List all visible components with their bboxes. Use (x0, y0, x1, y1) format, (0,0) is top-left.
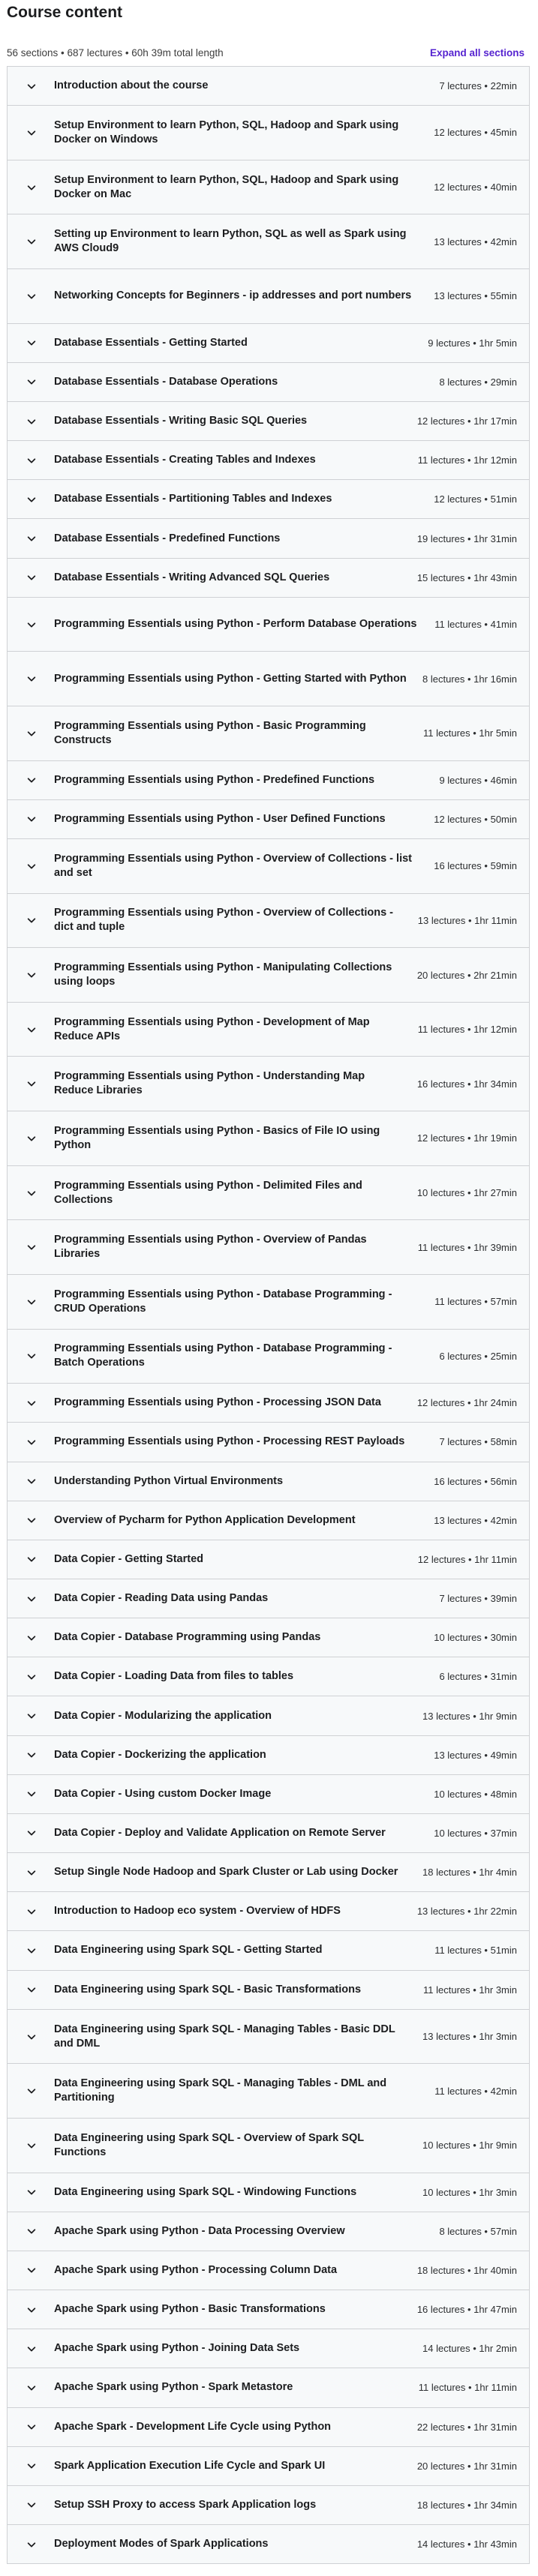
section-header[interactable] (8, 2290, 529, 2329)
section-meta: 11 lectures • 1hr 39min (417, 1241, 517, 1253)
section-title: Spark Application Execution Life Cycle and Spark UI (54, 2459, 326, 2472)
section-meta: 13 lectures • 49min (434, 1749, 517, 1761)
section-title: Programming Essentials using Python - Overview of Pandas Libraries (54, 1234, 367, 1261)
section-title: Database Essentials - Partitioning Tables and Indexes (54, 493, 332, 505)
section-title: Programming Essentials using Python - Overview of Collections - dict and tuple (54, 907, 394, 934)
section-header[interactable] (8, 1971, 529, 2010)
section-meta: 13 lectures • 1hr 3min (422, 2031, 517, 2042)
section-header[interactable] (8, 2447, 529, 2486)
section-meta: 6 lectures • 31min (439, 1671, 517, 1683)
section-meta: 13 lectures • 42min (434, 1514, 517, 1526)
section-header[interactable] (8, 839, 529, 894)
section-title: Programming Essentials using Python - Perform Database Operations (54, 618, 417, 631)
section-meta: 12 lectures • 40min (434, 181, 517, 193)
expand-all-button[interactable]: Expand all sections (429, 46, 524, 58)
section-meta: 12 lectures • 1hr 19min (416, 1132, 517, 1144)
section-meta: 15 lectures • 1hr 43min (416, 571, 517, 583)
section-header[interactable] (8, 1501, 529, 1540)
chevron-down-icon (26, 181, 38, 193)
section-title: Setup Single Node Hadoop and Spark Cluster or Lab using Docker (54, 1866, 398, 1879)
chevron-down-icon (26, 1710, 38, 1722)
section-title: Data Copier - Dockerizing the application (54, 1748, 266, 1761)
section-meta: 10 lectures • 1hr 3min (422, 2186, 517, 2198)
section-meta: 11 lectures • 51min (434, 1945, 517, 1957)
chevron-down-icon (26, 1397, 38, 1409)
section-header[interactable] (8, 1775, 529, 1814)
chevron-down-icon (26, 1187, 38, 1199)
section-header[interactable] (8, 67, 529, 106)
section-title: Programming Essentials using Python - Basic Programming Constructs (54, 719, 366, 746)
section-header[interactable] (8, 559, 529, 598)
chevron-down-icon (26, 2264, 38, 2276)
chevron-down-icon (26, 1350, 38, 1362)
section-title: Programming Essentials using Python - Manipulating Collections using loops (54, 961, 392, 988)
section-header[interactable] (8, 480, 529, 519)
section-header[interactable] (8, 1384, 529, 1423)
section-meta: 16 lectures • 56min (434, 1475, 517, 1487)
section-title: Apache Spark using Python - Processing Column Data (54, 2263, 338, 2276)
chevron-down-icon (26, 1296, 38, 1308)
section-title: Database Essentials - Writing Basic SQL Queries (54, 415, 308, 427)
section-meta: 9 lectures • 1hr 5min (428, 337, 517, 349)
section-header[interactable] (8, 363, 529, 402)
chevron-down-icon (26, 619, 38, 631)
section-meta: 18 lectures • 1hr 40min (416, 2264, 517, 2276)
chevron-down-icon (26, 415, 38, 427)
section-meta: 12 lectures • 1hr 24min (416, 1397, 517, 1409)
section-list (7, 66, 530, 2564)
chevron-down-icon (26, 860, 38, 872)
section-header[interactable] (8, 2368, 529, 2407)
section-title: Data Copier - Database Programming using Pandas (54, 1631, 321, 1644)
section-meta: 12 lectures • 1hr 11min (417, 1553, 517, 1565)
page-title: Course content (7, 4, 123, 21)
section-meta: 12 lectures • 45min (434, 127, 517, 139)
section-title: Apache Spark using Python - Joining Data Sets (54, 2342, 300, 2355)
section-header[interactable] (8, 948, 529, 1003)
section-meta: 13 lectures • 1hr 11min (417, 914, 517, 926)
section-header[interactable] (8, 598, 529, 652)
section-title: Setup Environment to learn Python, SQL, Hadoop and Spark using Docker on Windows (54, 118, 399, 145)
section-title: Networking Concepts for Beginners - ip addresses and port numbers (54, 289, 412, 302)
section-header[interactable] (8, 441, 529, 480)
chevron-down-icon (26, 2382, 38, 2394)
section-title: Programming Essentials using Python - Delimited Files and Collections (54, 1179, 362, 1206)
section-header[interactable] (8, 1853, 529, 1892)
chevron-down-icon (26, 2460, 38, 2472)
section-meta: 14 lectures • 1hr 43min (416, 2539, 517, 2551)
section-title: Overview of Pycharm for Python Application Development (54, 1513, 356, 1526)
section-title: Database Essentials - Predefined Functions (54, 532, 281, 544)
section-header[interactable] (8, 2525, 529, 2563)
section-meta: 22 lectures • 1hr 31min (416, 2421, 517, 2433)
section-title: Programming Essentials using Python - Processing REST Payloads (54, 1435, 405, 1448)
section-header[interactable] (8, 1579, 529, 1618)
section-meta: 12 lectures • 50min (434, 813, 517, 825)
section-title: Introduction to Hadoop eco system - Overview of HDFS (54, 1905, 341, 1918)
section-header[interactable] (8, 1696, 529, 1735)
section-title: Programming Essentials using Python - User Defined Functions (54, 812, 386, 825)
section-header[interactable] (8, 324, 529, 363)
chevron-down-icon (26, 1671, 38, 1683)
section-header[interactable] (8, 2486, 529, 2525)
section-meta: 20 lectures • 2hr 21min (416, 969, 517, 981)
section-header[interactable] (8, 1736, 529, 1775)
section-title: Programming Essentials using Python - Overview of Collections - list and set (54, 852, 412, 879)
chevron-down-icon (26, 1024, 38, 1036)
section-meta: 20 lectures • 1hr 31min (416, 2460, 517, 2472)
section-meta: 12 lectures • 1hr 17min (416, 415, 517, 427)
chevron-down-icon (26, 2343, 38, 2355)
section-header[interactable] (8, 2408, 529, 2447)
section-header[interactable] (8, 894, 529, 949)
chevron-down-icon (26, 2499, 38, 2511)
chevron-down-icon (26, 1436, 38, 1448)
section-title: Programming Essentials using Python - Basics of File IO using Python (54, 1124, 380, 1151)
section-header[interactable] (8, 2329, 529, 2368)
section-title: Database Essentials - Getting Started (54, 336, 248, 349)
chevron-down-icon (26, 235, 38, 247)
section-meta: 7 lectures • 39min (439, 1593, 517, 1605)
section-title: Data Copier - Using custom Docker Image (54, 1787, 272, 1800)
chevron-down-icon (26, 1788, 38, 1800)
chevron-down-icon (26, 290, 38, 302)
chevron-down-icon (26, 1078, 38, 1090)
section-title: Programming Essentials using Python - Database Programming - CRUD Operations (54, 1288, 392, 1315)
section-meta: 13 lectures • 55min (434, 290, 517, 302)
section-meta: 10 lectures • 48min (434, 1788, 517, 1800)
chevron-down-icon (26, 1945, 38, 1957)
section-header[interactable] (8, 2010, 529, 2065)
section-title: Setup Environment to learn Python, SQL, Hadoop and Spark using Docker on Mac (54, 173, 399, 200)
section-title: Apache Spark using Python - Data Processing Overview (54, 2224, 345, 2237)
section-header[interactable] (8, 1540, 529, 1579)
section-header[interactable] (8, 2119, 529, 2173)
chevron-down-icon (26, 969, 38, 981)
section-meta: 18 lectures • 1hr 4min (422, 1867, 517, 1879)
section-header[interactable] (8, 1618, 529, 1657)
section-meta: 10 lectures • 1hr 9min (422, 2140, 517, 2152)
chevron-down-icon (26, 813, 38, 825)
section-title: Programming Essentials using Python - Processing JSON Data (54, 1396, 381, 1409)
chevron-down-icon (26, 673, 38, 685)
chevron-down-icon (26, 2140, 38, 2152)
section-title: Database Essentials - Writing Advanced SQL Queries (54, 571, 330, 583)
chevron-down-icon (26, 2539, 38, 2551)
chevron-down-icon (26, 2031, 38, 2043)
section-meta: 19 lectures • 1hr 31min (416, 532, 517, 544)
section-header[interactable] (8, 1892, 529, 1931)
chevron-down-icon (26, 2085, 38, 2097)
section-title: Data Engineering using Spark SQL - Managing Tables - Basic DDL and DML (54, 2023, 395, 2050)
section-title: Setup SSH Proxy to access Spark Application logs (54, 2498, 317, 2511)
section-meta: 6 lectures • 25min (439, 1350, 517, 1362)
section-title: Data Engineering using Spark SQL - Getting Started (54, 1944, 323, 1957)
section-header[interactable] (8, 800, 529, 839)
section-meta: 10 lectures • 37min (434, 1827, 517, 1839)
section-header[interactable] (8, 652, 529, 706)
chevron-down-icon (26, 1475, 38, 1487)
section-header[interactable] (8, 1111, 529, 1166)
section-title: Setting up Environment to learn Python, SQL as well as Spark using AWS Cloud9 (54, 228, 407, 255)
section-title: Understanding Python Virtual Environments (54, 1474, 284, 1487)
section-header[interactable] (8, 1931, 529, 1970)
section-header[interactable] (8, 1166, 529, 1221)
section-meta: 13 lectures • 42min (434, 235, 517, 247)
section-meta: 8 lectures • 1hr 16min (422, 673, 517, 685)
chevron-down-icon (26, 376, 38, 388)
chevron-down-icon (26, 1749, 38, 1761)
section-title: Programming Essentials using Python - Predefined Functions (54, 773, 375, 786)
section-meta: 14 lectures • 1hr 2min (422, 2343, 517, 2355)
section-title: Database Essentials - Creating Tables and Indexes (54, 454, 316, 466)
section-header[interactable] (8, 160, 529, 215)
chevron-down-icon (26, 914, 38, 926)
section-header[interactable] (8, 402, 529, 441)
section-meta: 11 lectures • 1hr 12min (417, 454, 517, 466)
course-summary-row (7, 43, 524, 61)
section-title: Programming Essentials using Python - Getting Started with Python (54, 672, 407, 685)
section-title: Database Essentials - Database Operations (54, 375, 278, 388)
section-title: Data Copier - Deploy and Validate Application on Remote Server (54, 1826, 386, 1839)
chevron-down-icon (26, 1553, 38, 1565)
section-header[interactable] (8, 1220, 529, 1275)
section-header[interactable] (8, 269, 529, 324)
section-title: Apache Spark using Python - Basic Transformations (54, 2303, 326, 2316)
section-meta: 7 lectures • 22min (439, 80, 517, 92)
section-meta: 13 lectures • 1hr 9min (422, 1710, 517, 1722)
section-header[interactable] (8, 1275, 529, 1330)
section-header[interactable] (8, 1423, 529, 1462)
section-title: Data Engineering using Spark SQL - Basic Transformations (54, 1983, 362, 1996)
section-header[interactable] (8, 519, 529, 558)
chevron-down-icon (26, 1132, 38, 1144)
section-meta: 10 lectures • 1hr 27min (416, 1187, 517, 1198)
section-header[interactable] (8, 2212, 529, 2251)
section-meta: 12 lectures • 51min (434, 493, 517, 505)
section-title: Data Engineering using Spark SQL - Overview of Spark SQL Functions (54, 2131, 364, 2158)
chevron-down-icon (26, 2421, 38, 2433)
chevron-down-icon (26, 2304, 38, 2316)
chevron-down-icon (26, 493, 38, 505)
chevron-down-icon (26, 1827, 38, 1839)
section-title: Data Copier - Reading Data using Pandas (54, 1592, 269, 1605)
section-header[interactable] (8, 1657, 529, 1696)
section-meta: 18 lectures • 1hr 34min (416, 2499, 517, 2511)
section-meta: 10 lectures • 30min (434, 1632, 517, 1644)
section-meta: 7 lectures • 58min (439, 1436, 517, 1448)
chevron-down-icon (26, 1906, 38, 1918)
chevron-down-icon (26, 727, 38, 739)
section-title: Data Copier - Modularizing the application (54, 1709, 272, 1722)
section-title: Data Engineering using Spark SQL - Windowing Functions (54, 2185, 357, 2198)
section-meta: 11 lectures • 42min (434, 2085, 517, 2097)
section-header[interactable] (8, 2064, 529, 2119)
chevron-down-icon (26, 2186, 38, 2198)
section-meta: 16 lectures • 1hr 47min (416, 2304, 517, 2316)
chevron-down-icon (26, 1593, 38, 1605)
section-meta: 11 lectures • 1hr 12min (417, 1024, 517, 1036)
chevron-down-icon (26, 454, 38, 466)
section-header[interactable] (8, 2173, 529, 2212)
chevron-down-icon (26, 127, 38, 139)
chevron-down-icon (26, 80, 38, 92)
section-meta: 11 lectures • 1hr 5min (423, 727, 517, 739)
section-header[interactable] (8, 1330, 529, 1384)
section-meta: 11 lectures • 41min (434, 619, 517, 631)
chevron-down-icon (26, 1632, 38, 1644)
section-title: Programming Essentials using Python - Database Programming - Batch Operations (54, 1342, 392, 1369)
section-title: Programming Essentials using Python - Understanding Map Reduce Libraries (54, 1070, 365, 1097)
section-header[interactable] (8, 1462, 529, 1501)
section-meta: 11 lectures • 1hr 11min (418, 2382, 517, 2394)
section-title: Data Engineering using Spark SQL - Managing Tables - DML and Partitioning (54, 2077, 387, 2104)
section-header[interactable] (8, 2251, 529, 2290)
section-meta: 16 lectures • 59min (434, 860, 517, 872)
section-meta: 8 lectures • 57min (439, 2225, 517, 2237)
chevron-down-icon (26, 1867, 38, 1879)
chevron-down-icon (26, 1241, 38, 1253)
section-header[interactable] (8, 106, 529, 160)
chevron-down-icon (26, 571, 38, 583)
section-meta: 13 lectures • 1hr 22min (416, 1906, 517, 1918)
section-header[interactable] (8, 1003, 529, 1057)
course-summary: 56 sections • 687 lectures • 60h 39m total length (7, 46, 224, 58)
section-meta: 8 lectures • 29min (439, 376, 517, 388)
section-title: Apache Spark using Python - Spark Metastore (54, 2381, 293, 2394)
section-title: Data Copier - Loading Data from files to tables (54, 1670, 294, 1683)
section-meta: 9 lectures • 46min (439, 774, 517, 786)
chevron-down-icon (26, 337, 38, 349)
section-title: Data Copier - Getting Started (54, 1552, 203, 1565)
chevron-down-icon (26, 1984, 38, 1996)
section-title: Deployment Modes of Spark Applications (54, 2538, 269, 2551)
chevron-down-icon (26, 1514, 38, 1526)
section-header[interactable] (8, 761, 529, 800)
section-title: Apache Spark - Development Life Cycle using Python (54, 2420, 332, 2433)
section-title: Programming Essentials using Python - Development of Map Reduce APIs (54, 1015, 370, 1042)
section-meta: 11 lectures • 1hr 3min (423, 1984, 517, 1996)
section-header[interactable] (8, 1814, 529, 1853)
section-meta: 16 lectures • 1hr 34min (416, 1078, 517, 1090)
section-title: Introduction about the course (54, 79, 209, 92)
section-meta: 11 lectures • 57min (434, 1296, 517, 1308)
chevron-down-icon (26, 2225, 38, 2237)
chevron-down-icon (26, 532, 38, 544)
chevron-down-icon (26, 774, 38, 786)
section-header[interactable] (8, 214, 529, 269)
section-header[interactable] (8, 1057, 529, 1111)
section-header[interactable] (8, 706, 529, 761)
